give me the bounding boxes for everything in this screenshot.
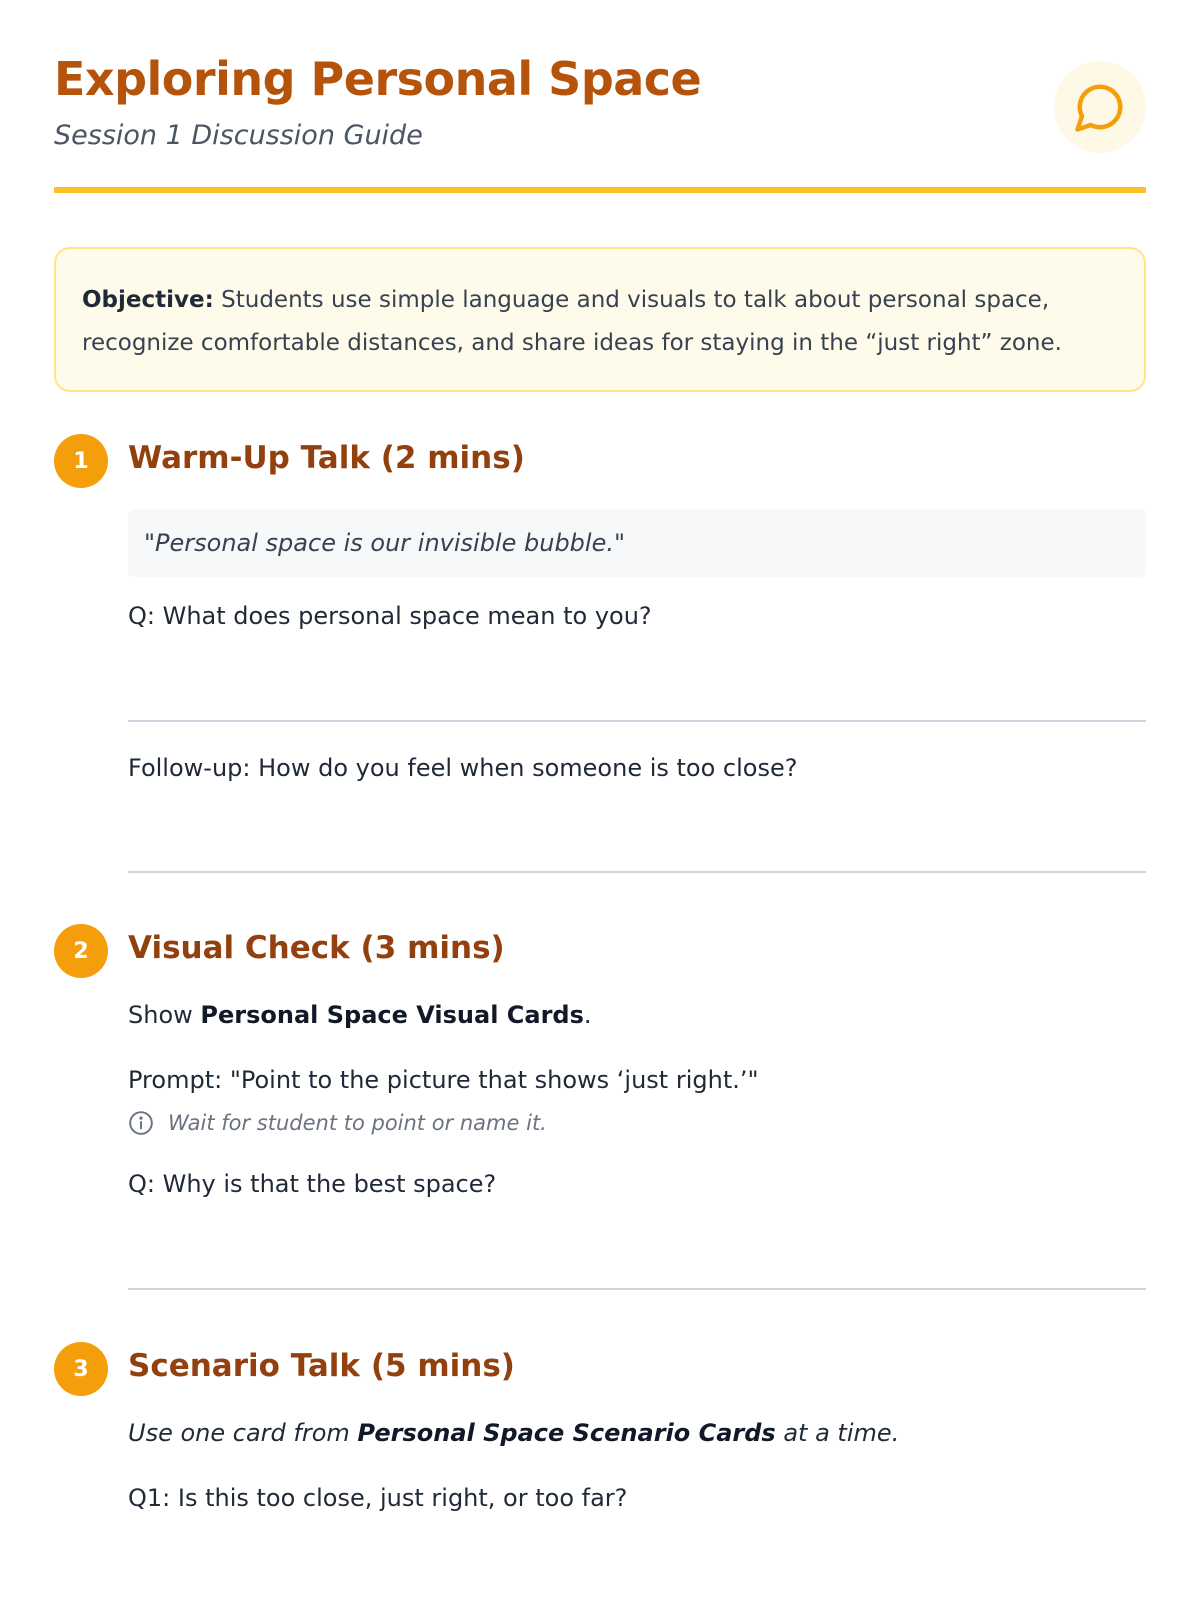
section-title: Visual Check (3 mins) [128,930,505,966]
quote-box: "Personal space is our invisible bubble." [128,509,1146,577]
section-visual-check [54,924,1146,1354]
question-text: Q: Why is that the best space? [128,1170,497,1198]
followup-text: Follow-up: How do you feel when someone is too close? [128,754,798,782]
section-header [54,924,1146,978]
show-card-name: Personal Space Visual Cards [200,1001,584,1029]
section-header [54,434,1146,488]
answer-line[interactable] [128,720,1146,722]
question-text: Q1: Is this too close, just right, or too far? [128,1484,628,1512]
section-title: Warm-Up Talk (2 mins) [128,440,525,476]
objective-text: Students use simple language and visuals to talk about personal space, recognize comfortable distances, and share ideas for staying in the “just right” zone. [82,287,1062,356]
objective-label: Objective: [82,287,214,313]
section-number-badge: 1 [54,434,108,488]
answer-line[interactable] [128,1288,1146,1290]
use-instruction [128,1419,899,1447]
tip-note [128,1110,547,1136]
answer-line[interactable] [128,871,1146,873]
question-text: Q: What does personal space mean to you? [128,602,652,630]
chat-bubble-icon [1054,61,1146,153]
section-number-badge: 2 [54,924,108,978]
section-warm-up [54,434,1146,914]
section-header [54,1342,1146,1396]
show-prefix: Show [128,1001,201,1029]
page-header [54,0,1146,192]
section-title: Scenario Talk (5 mins) [128,1348,515,1384]
show-instruction [128,1001,592,1029]
prompt-text: Prompt: "Point to the picture that shows ‘just right.’" [128,1066,759,1094]
objective-box [54,247,1146,392]
use-suffix: at a time. [775,1419,900,1447]
page-title: Exploring Personal Space [54,52,702,106]
scenario-card-name: Personal Space Scenario Cards [357,1419,776,1447]
show-suffix: . [583,1001,592,1029]
section-scenario-talk [54,1342,1146,1592]
info-icon [128,1110,154,1136]
tip-text: Wait for student to point or name it. [168,1111,547,1135]
use-prefix: Use one card from [128,1419,358,1447]
header-divider [54,187,1146,193]
page-subtitle: Session 1 Discussion Guide [54,120,423,151]
section-number-badge: 3 [54,1342,108,1396]
